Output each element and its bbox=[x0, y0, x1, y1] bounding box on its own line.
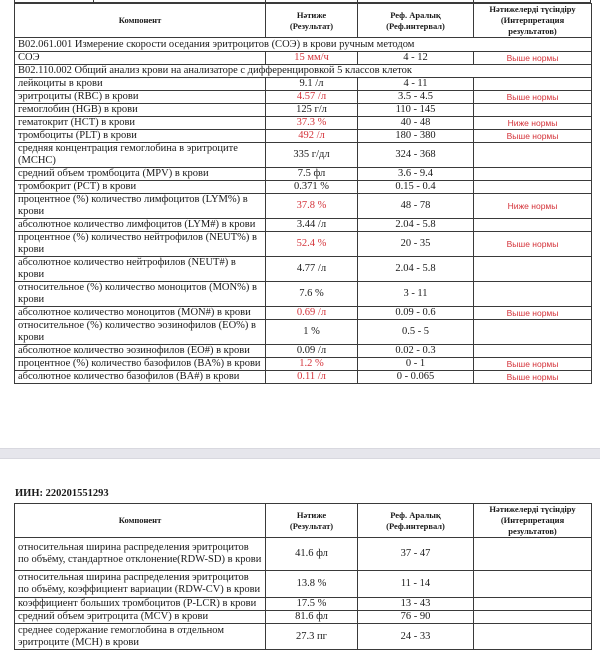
col-header-result: Нәтиже (Результат) bbox=[266, 4, 358, 38]
result-value: 1.2 % bbox=[266, 358, 358, 371]
interpretation: Ниже нормы bbox=[474, 117, 592, 130]
ref-range: 13 - 43 bbox=[358, 598, 474, 611]
component-name: СОЭ bbox=[15, 52, 266, 65]
table-row bbox=[15, 219, 592, 232]
component-name: относительная ширина распределения эритроцитов по объёму, коэффициент вариации (RDW-CV) в крови bbox=[15, 571, 266, 598]
interpretation: Выше нормы bbox=[474, 307, 592, 320]
result-value: 3.44 /л bbox=[266, 219, 358, 232]
ref-range: 2.04 - 5.8 bbox=[358, 219, 474, 232]
col-header-interp: Нәтижелерді түсіндіру (Интерпретация результатов) bbox=[474, 504, 592, 538]
result-value: 4.77 /л bbox=[266, 257, 358, 282]
component-name: тромбоциты (PLT) в крови bbox=[15, 130, 266, 143]
result-value: 37.8 % bbox=[266, 194, 358, 219]
interpretation bbox=[474, 571, 592, 598]
group-row bbox=[15, 65, 592, 78]
result-value: 492 /л bbox=[266, 130, 358, 143]
iin-label: ИИН: 220201551293 bbox=[15, 488, 109, 499]
table-row bbox=[15, 320, 592, 345]
table-row bbox=[15, 282, 592, 307]
table-row bbox=[15, 598, 592, 611]
ref-range: 3 - 11 bbox=[358, 282, 474, 307]
interpretation: Выше нормы bbox=[474, 130, 592, 143]
component-name: среднее содержание гемоглобина в отдельном эритроците (MCH) в крови bbox=[15, 624, 266, 650]
interpretation bbox=[474, 598, 592, 611]
component-name: лейкоциты в крови bbox=[15, 78, 266, 91]
interpretation bbox=[474, 181, 592, 194]
ref-range: 0.5 - 5 bbox=[358, 320, 474, 345]
ref-range: 76 - 90 bbox=[358, 611, 474, 624]
component-name: относительное (%) количество моноцитов (MON%) в крови bbox=[15, 282, 266, 307]
ref-range: 0.09 - 0.6 bbox=[358, 307, 474, 320]
component-name: средняя концентрация гемоглобина в эритроците (MCHC) bbox=[15, 143, 266, 168]
interpretation: Выше нормы bbox=[474, 232, 592, 257]
interpretation: Ниже нормы bbox=[474, 194, 592, 219]
interpretation bbox=[474, 320, 592, 345]
table-row bbox=[15, 181, 592, 194]
table-row bbox=[15, 538, 592, 571]
component-name: средний объем эритроцита (MCV) в крови bbox=[15, 611, 266, 624]
component-name: относительная ширина распределения эритроцитов по объёму, стандартное отклонение(RDW-SD) в крови bbox=[15, 538, 266, 571]
component-name: гематокрит (HCT) в крови bbox=[15, 117, 266, 130]
ref-range: 0 - 0.065 bbox=[358, 371, 474, 384]
ref-range: 11 - 14 bbox=[358, 571, 474, 598]
result-value: 13.8 % bbox=[266, 571, 358, 598]
table-row bbox=[15, 624, 592, 650]
component-name: процентное (%) количество лимфоцитов (LYM%) в крови bbox=[15, 194, 266, 219]
results-table-2 bbox=[14, 503, 592, 650]
interpretation bbox=[474, 219, 592, 232]
interpretation bbox=[474, 104, 592, 117]
result-value: 52.4 % bbox=[266, 232, 358, 257]
interpretation bbox=[474, 345, 592, 358]
group-row bbox=[15, 38, 592, 52]
table-row bbox=[15, 78, 592, 91]
result-value: 0.371 % bbox=[266, 181, 358, 194]
col-header-component: Компонент bbox=[15, 504, 266, 538]
table-row bbox=[15, 104, 592, 117]
ref-range: 110 - 145 bbox=[358, 104, 474, 117]
results-table-1 bbox=[14, 3, 592, 384]
ref-range: 24 - 33 bbox=[358, 624, 474, 650]
table-row bbox=[15, 371, 592, 384]
ref-range: 4 - 11 bbox=[358, 78, 474, 91]
ref-range: 3.6 - 9.4 bbox=[358, 168, 474, 181]
group-title: B02.110.002 Общий анализ крови на анализаторе с дифференцировкой 5 классов клеток bbox=[15, 65, 592, 78]
table-row bbox=[15, 307, 592, 320]
interpretation bbox=[474, 78, 592, 91]
table-header-row bbox=[15, 504, 592, 538]
table-row bbox=[15, 117, 592, 130]
component-name: коэффициент больших тромбоцитов (P-LCR) в крови bbox=[15, 598, 266, 611]
group-title: B02.061.001 Измерение скорости оседания эритроцитов (СОЭ) в крови ручным методом bbox=[15, 38, 592, 52]
col-header-interp: Нәтижелерді түсіндіру (Интерпретация результатов) bbox=[474, 4, 592, 38]
interpretation bbox=[474, 168, 592, 181]
component-name: средний объем тромбоцита (MPV) в крови bbox=[15, 168, 266, 181]
result-value: 7.5 фл bbox=[266, 168, 358, 181]
result-value: 0.69 /л bbox=[266, 307, 358, 320]
component-name: абсолютное количество нейтрофилов (NEUT#) в крови bbox=[15, 257, 266, 282]
table-row bbox=[15, 143, 592, 168]
table-row bbox=[15, 345, 592, 358]
result-value: 15 мм/ч bbox=[266, 52, 358, 65]
ref-range: 48 - 78 bbox=[358, 194, 474, 219]
ref-range: 3.5 - 4.5 bbox=[358, 91, 474, 104]
table-row bbox=[15, 168, 592, 181]
interpretation bbox=[474, 611, 592, 624]
table-row bbox=[15, 257, 592, 282]
interpretation bbox=[474, 143, 592, 168]
col-header-component: Компонент bbox=[15, 4, 266, 38]
table-row bbox=[15, 571, 592, 598]
interpretation: Выше нормы bbox=[474, 52, 592, 65]
col-header-ref: Реф. Аралық (Реф.интервал) bbox=[358, 4, 474, 38]
result-value: 335 г/дл bbox=[266, 143, 358, 168]
ref-range: 0 - 1 bbox=[358, 358, 474, 371]
ref-range: 324 - 368 bbox=[358, 143, 474, 168]
interpretation: Выше нормы bbox=[474, 358, 592, 371]
ref-range: 0.15 - 0.4 bbox=[358, 181, 474, 194]
result-value: 37.3 % bbox=[266, 117, 358, 130]
ref-range: 37 - 47 bbox=[358, 538, 474, 571]
table-row bbox=[15, 232, 592, 257]
component-name: процентное (%) количество базофилов (BA%) в крови bbox=[15, 358, 266, 371]
ref-range: 0.02 - 0.3 bbox=[358, 345, 474, 358]
interpretation: Выше нормы bbox=[474, 91, 592, 104]
result-value: 17.5 % bbox=[266, 598, 358, 611]
result-value: 0.09 /л bbox=[266, 345, 358, 358]
col-header-result: Нәтиже (Результат) bbox=[266, 504, 358, 538]
result-value: 81.6 фл bbox=[266, 611, 358, 624]
ref-range: 180 - 380 bbox=[358, 130, 474, 143]
result-value: 7.6 % bbox=[266, 282, 358, 307]
interpretation bbox=[474, 624, 592, 650]
component-name: тромбокрит (PCT) в крови bbox=[15, 181, 266, 194]
ref-range: 4 - 12 bbox=[358, 52, 474, 65]
component-name: абсолютное количество моноцитов (MON#) в крови bbox=[15, 307, 266, 320]
table-row bbox=[15, 52, 592, 65]
ref-range: 2.04 - 5.8 bbox=[358, 257, 474, 282]
component-name: эритроциты (RBC) в крови bbox=[15, 91, 266, 104]
result-value: 125 г/л bbox=[266, 104, 358, 117]
ref-range: 20 - 35 bbox=[358, 232, 474, 257]
interpretation: Выше нормы bbox=[474, 371, 592, 384]
result-value: 1 % bbox=[266, 320, 358, 345]
component-name: абсолютное количество эозинофилов (EO#) в крови bbox=[15, 345, 266, 358]
component-name: процентное (%) количество нейтрофилов (NEUT%) в крови bbox=[15, 232, 266, 257]
interpretation bbox=[474, 257, 592, 282]
interpretation bbox=[474, 282, 592, 307]
component-name: гемоглобин (HGB) в крови bbox=[15, 104, 266, 117]
result-value: 41.6 фл bbox=[266, 538, 358, 571]
col-header-ref: Реф. Аралық (Реф.интервал) bbox=[358, 504, 474, 538]
interpretation bbox=[474, 538, 592, 571]
page-separator bbox=[0, 448, 600, 459]
table-header-row bbox=[15, 4, 592, 38]
table-row bbox=[15, 130, 592, 143]
result-value: 4.57 /л bbox=[266, 91, 358, 104]
component-name: относительное (%) количество эозинофилов (EO%) в крови bbox=[15, 320, 266, 345]
result-value: 27.3 пг bbox=[266, 624, 358, 650]
result-value: 0.11 /л bbox=[266, 371, 358, 384]
table-row bbox=[15, 194, 592, 219]
component-name: абсолютное количество лимфоцитов (LYM#) в крови bbox=[15, 219, 266, 232]
table-row bbox=[15, 358, 592, 371]
table-row bbox=[15, 611, 592, 624]
component-name: абсолютное количество базофилов (BA#) в крови bbox=[15, 371, 266, 384]
result-value: 9.1 /л bbox=[266, 78, 358, 91]
ref-range: 40 - 48 bbox=[358, 117, 474, 130]
table-row bbox=[15, 91, 592, 104]
